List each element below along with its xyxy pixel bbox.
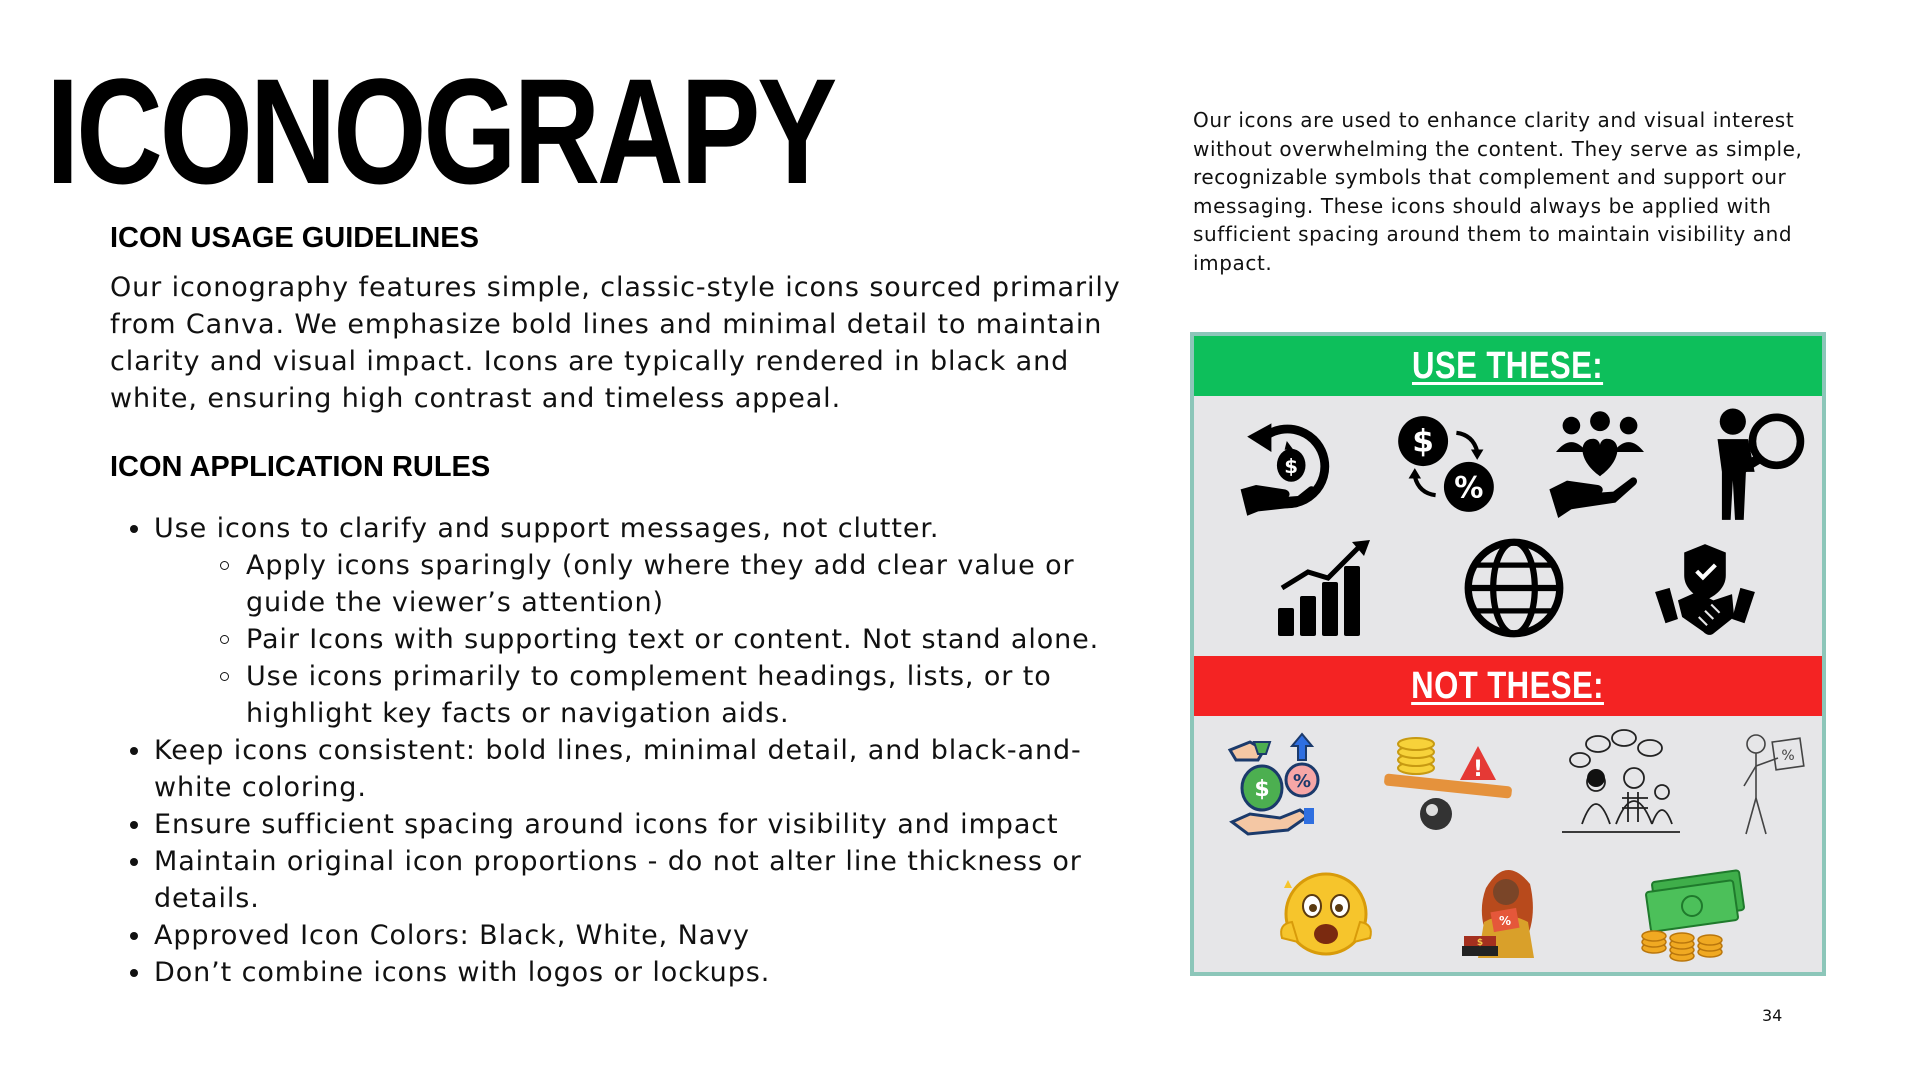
page-number: 34 xyxy=(1762,1006,1783,1025)
svg-text:!: ! xyxy=(1472,757,1484,782)
colorful-money-hands-icon xyxy=(1226,730,1326,840)
community-heart-hand-icon xyxy=(1544,408,1656,518)
usage-heading: ICON USAGE GUIDELINES xyxy=(110,222,479,254)
coins-seesaw-warning-icon xyxy=(1378,736,1518,836)
money-cycle-hand-icon xyxy=(1234,408,1344,518)
rule-item: Approved Icon Colors: Black, White, Navy xyxy=(110,917,1130,954)
person-magnifier-icon xyxy=(1704,402,1814,522)
rule-item: Maintain original icon proportions - do not alter line thickness or details. xyxy=(110,843,1130,917)
icon-examples-panel xyxy=(1190,332,1826,976)
shield-handshake-icon xyxy=(1650,540,1760,644)
rule-sub-item: Use icons primarily to complement headings, lists, or to highlight key facts or navigation aids. xyxy=(154,658,1130,732)
rule-item: Ensure sufficient spacing around icons for visibility and impact xyxy=(110,806,1130,843)
use-these-banner xyxy=(1194,336,1822,396)
rules-heading: ICON APPLICATION RULES xyxy=(110,451,491,483)
emoji-face-icon xyxy=(1276,868,1376,964)
stick-figure-sign-icon xyxy=(1734,730,1810,840)
svg-text:$: $ xyxy=(1254,777,1270,802)
left-column xyxy=(110,222,1130,991)
use-these-label: USE THESE: xyxy=(1412,344,1604,387)
svg-text:%: % xyxy=(1498,914,1512,928)
rule-item: Use icons to clarify and support messages, not clutter. Apply icons sparingly (only where they add clear value or guide the viewer’s attention) Pair Icons with supporting text or content. Not stand alone. Use icons primarily to complement headings, lists, or to highlight key facts or navigation aids. xyxy=(110,510,1130,732)
rule-sub-item: Pair Icons with supporting text or content. Not stand alone. xyxy=(154,621,1130,658)
rule-sub-list xyxy=(154,547,1130,732)
svg-text:$: $ xyxy=(1476,938,1484,948)
rule-item: Keep icons consistent: bold lines, minimal detail, and black-and-white coloring. xyxy=(110,732,1130,806)
globe-icon xyxy=(1462,536,1566,640)
growth-bar-chart-icon xyxy=(1274,536,1374,640)
rule-sub-item: Apply icons sparingly (only where they add clear value or guide the viewer’s attention) xyxy=(154,547,1130,621)
not-these-label: NOT THESE: xyxy=(1411,664,1605,707)
rules-list xyxy=(110,510,1130,991)
svg-text:$: $ xyxy=(1284,454,1299,478)
dollar-percent-exchange-icon xyxy=(1394,412,1498,516)
page-title: ICONOGRAPY xyxy=(46,47,835,215)
people-sketch-icon xyxy=(1558,728,1682,840)
rule-item: Don’t combine icons with logos or lockups. xyxy=(110,954,1130,991)
svg-text:$: $ xyxy=(1412,423,1434,460)
svg-text:%: % xyxy=(1781,748,1795,764)
svg-text:%: % xyxy=(1454,470,1484,505)
usage-body: Our iconography features simple, classic-style icons sourced primarily from Canva. We emphasize bold lines and minimal detail to maintain clarity and visual impact. Icons are typically rendered in black and white, ensuring high contrast and timeless appeal. xyxy=(110,272,1121,414)
cash-coins-stack-icon xyxy=(1634,866,1754,966)
woman-reading-illustration-icon xyxy=(1456,858,1556,968)
intro-text: Our icons are used to enhance clarity and visual interest without overwhelming the content. They serve as simple, recognizable symbols that complement and support our messaging. These icons should always be applied with sufficient spacing around them to maintain visibility and impact. xyxy=(1193,108,1803,275)
not-these-banner xyxy=(1194,656,1822,716)
svg-text:%: % xyxy=(1292,771,1312,792)
